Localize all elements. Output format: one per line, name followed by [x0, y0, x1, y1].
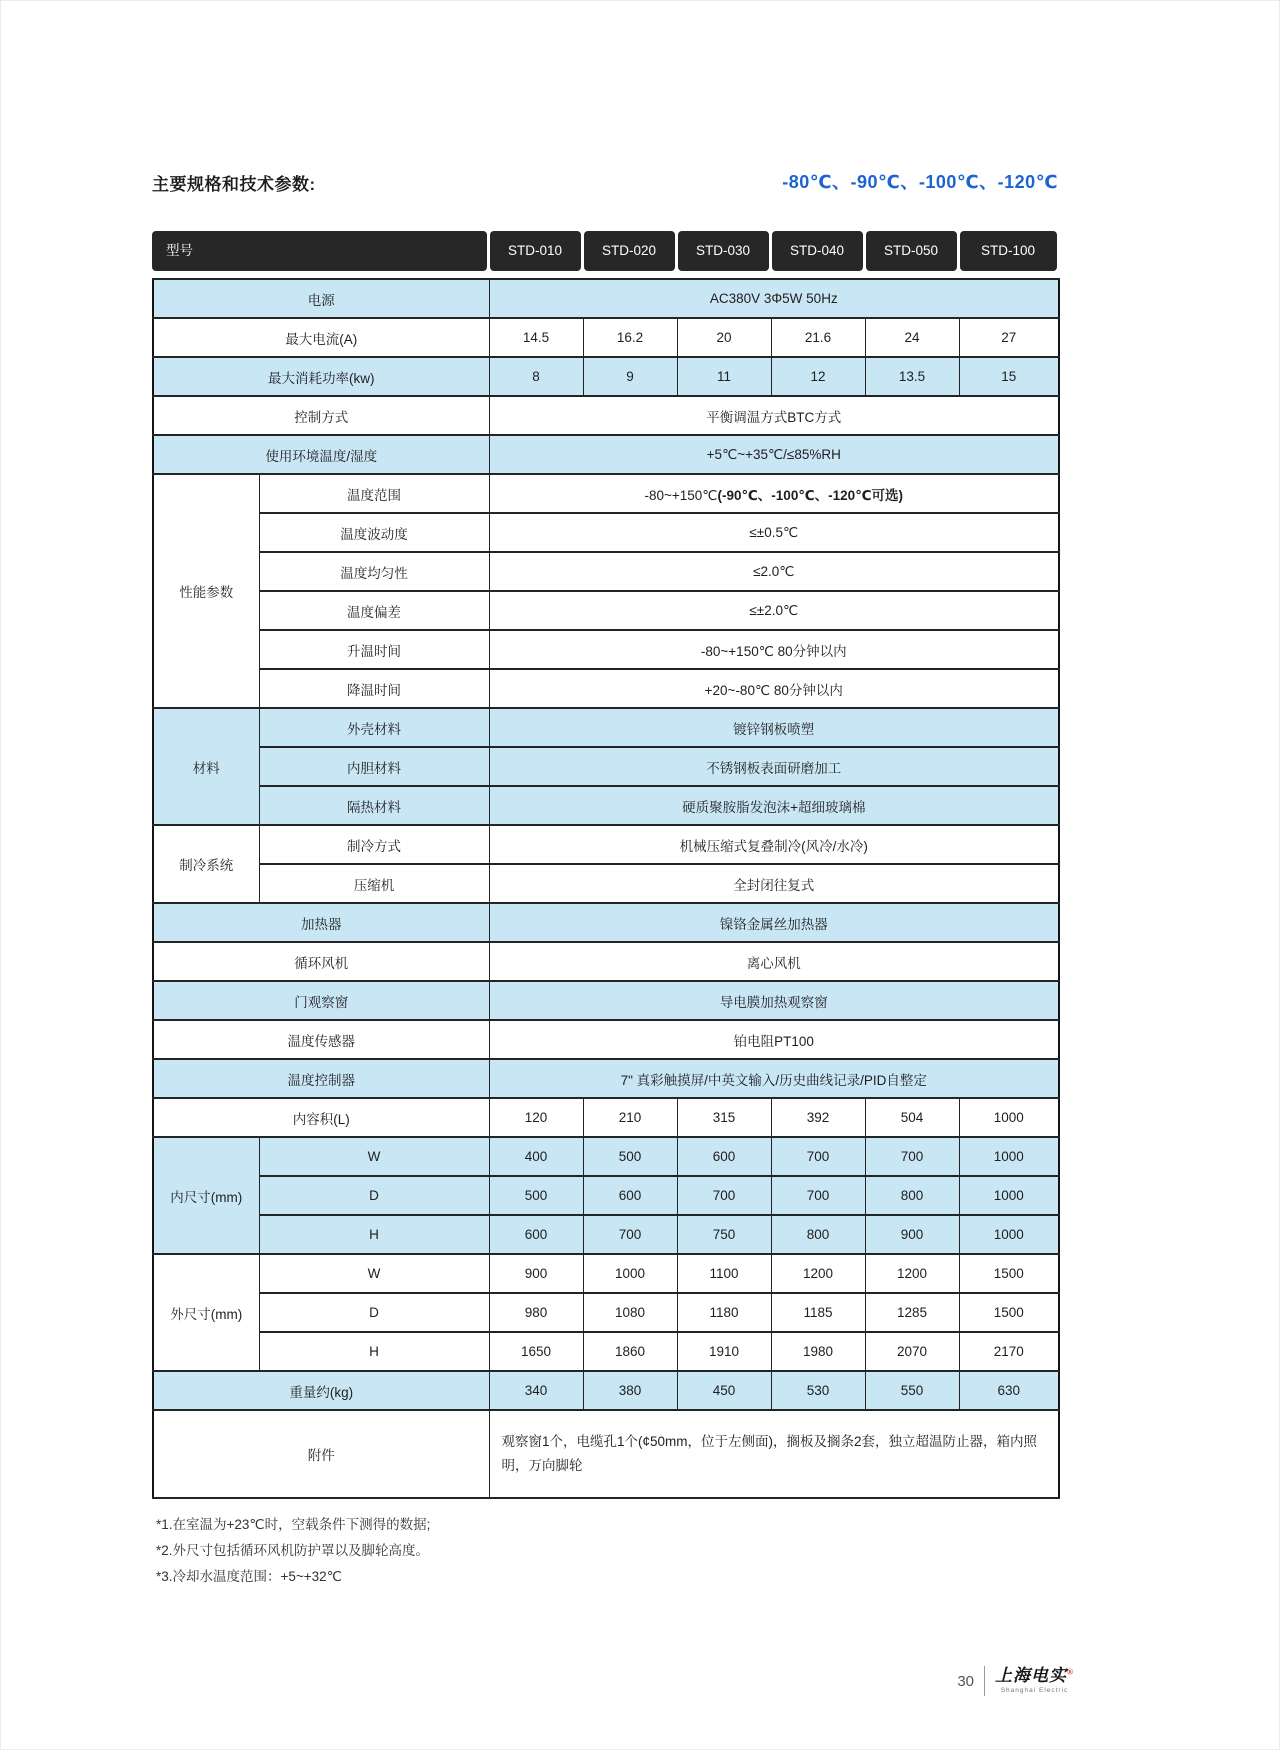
spec-row: [153, 864, 1059, 903]
spec-span-value: 全封闭往复式: [489, 864, 1059, 903]
spec-row: [153, 1332, 1059, 1371]
spec-row-label: 制冷方式: [259, 825, 489, 864]
spec-value-cell: 2170: [959, 1332, 1059, 1371]
spec-value-cell: 900: [865, 1215, 959, 1254]
spec-row: [153, 786, 1059, 825]
spec-value-cell: 24: [865, 318, 959, 357]
spec-row: [153, 1293, 1059, 1332]
spec-group-label: 性能参数: [153, 474, 259, 708]
spec-value-cell: 600: [583, 1176, 677, 1215]
spec-span-value: -80~+150℃(-90℃、-100℃、-120℃可选): [489, 474, 1059, 513]
spec-row: [153, 552, 1059, 591]
spec-value-cell: 700: [771, 1137, 865, 1176]
spec-value-cell: 1000: [959, 1098, 1059, 1137]
spec-value-cell: 800: [771, 1215, 865, 1254]
spec-row: [153, 279, 1059, 318]
page-number: 30: [957, 1672, 975, 1690]
spec-span-value: +20~-80℃ 80分钟以内: [489, 669, 1059, 708]
spec-value-cell: 1000: [959, 1176, 1059, 1215]
model-column-header: STD-020: [584, 231, 675, 271]
spec-span-value: 镀锌钢板喷塑: [489, 708, 1059, 747]
spec-value-cell: 380: [583, 1371, 677, 1410]
spec-value-cell: 392: [771, 1098, 865, 1137]
spec-value-cell: 1500: [959, 1293, 1059, 1332]
spec-span-value: AC380V 3Φ5W 50Hz: [489, 279, 1059, 318]
spec-row-label: 隔热材料: [259, 786, 489, 825]
spec-row: [153, 1098, 1059, 1137]
brand-logo: [995, 1667, 1074, 1695]
spec-value-cell: 12: [771, 357, 865, 396]
spec-value-cell: 700: [583, 1215, 677, 1254]
registered-mark-icon: ®: [1067, 1667, 1074, 1677]
spec-row-label: D: [259, 1293, 489, 1332]
spec-value-cell: 11: [677, 357, 771, 396]
spec-row: [153, 513, 1059, 552]
spec-value-cell: 1185: [771, 1293, 865, 1332]
spec-row: [153, 630, 1059, 669]
spec-row-label: 附件: [153, 1410, 489, 1498]
spec-row-label: 外壳材料: [259, 708, 489, 747]
spec-row-label: 温度偏差: [259, 591, 489, 630]
spec-group-label: 材料: [153, 708, 259, 825]
spec-value-cell: 700: [771, 1176, 865, 1215]
spec-row: [153, 1410, 1059, 1498]
spec-row: [153, 981, 1059, 1020]
spec-value-cell: 600: [677, 1137, 771, 1176]
spec-row-label: 压缩机: [259, 864, 489, 903]
spec-row: [153, 747, 1059, 786]
spec-span-value: 硬质聚胺脂发泡沫+超细玻璃棉: [489, 786, 1059, 825]
spec-row-label: H: [259, 1215, 489, 1254]
spec-row: [153, 669, 1059, 708]
spec-row: [153, 708, 1059, 747]
model-header-row: [152, 224, 1058, 278]
footnote-2: *2.外尺寸包括循环风机防护罩以及脚轮高度。: [156, 1543, 430, 1558]
spec-group-label: 内尺寸(mm): [153, 1137, 259, 1254]
spec-value-cell: 1000: [959, 1215, 1059, 1254]
footnote-1: *1.在室温为+23℃时，空载条件下测得的数据;: [156, 1517, 431, 1532]
spec-row-label: 温度波动度: [259, 513, 489, 552]
spec-value-cell: 504: [865, 1098, 959, 1137]
spec-row-label: 重量约(kg): [153, 1371, 489, 1410]
footnote-3: *3.冷却水温度范围：+5~+32℃: [156, 1569, 342, 1584]
spec-row: [153, 474, 1059, 513]
spec-span-value: -80~+150℃ 80分钟以内: [489, 630, 1059, 669]
spec-row: [153, 903, 1059, 942]
spec-value-cell: 1200: [771, 1254, 865, 1293]
spec-value-cell: 1200: [865, 1254, 959, 1293]
spec-group-label: 外尺寸(mm): [153, 1254, 259, 1371]
spec-table: [152, 224, 1058, 1499]
model-column-header: STD-010: [490, 231, 581, 271]
spec-value-cell: 800: [865, 1176, 959, 1215]
spec-value-cell: 1650: [489, 1332, 583, 1371]
spec-value-cell: 14.5: [489, 318, 583, 357]
spec-value-cell: 1000: [583, 1254, 677, 1293]
spec-value-cell: 550: [865, 1371, 959, 1410]
spec-value-cell: 1285: [865, 1293, 959, 1332]
spec-value-cell: 980: [489, 1293, 583, 1332]
model-column-header: STD-100: [960, 231, 1057, 271]
spec-row-label: 使用环境温度/湿度: [153, 435, 489, 474]
spec-row: [153, 357, 1059, 396]
spec-row-label: 升温时间: [259, 630, 489, 669]
spec-value-cell: 450: [677, 1371, 771, 1410]
spec-value-cell: 700: [677, 1176, 771, 1215]
footer-divider: [984, 1666, 985, 1696]
spec-row: [153, 318, 1059, 357]
spec-value-cell: 20: [677, 318, 771, 357]
spec-span-value: 导电膜加热观察窗: [489, 981, 1059, 1020]
model-column-header: STD-050: [866, 231, 957, 271]
spec-value-cell: 1000: [959, 1137, 1059, 1176]
spec-span-value: 机械压缩式复叠制冷(风冷/水冷): [489, 825, 1059, 864]
spec-span-value: +5℃~+35℃/≤85%RH: [489, 435, 1059, 474]
spec-value-cell: 750: [677, 1215, 771, 1254]
spec-row: [153, 1059, 1059, 1098]
spec-value-cell: 1180: [677, 1293, 771, 1332]
spec-value-cell: 1500: [959, 1254, 1059, 1293]
spec-span-value: 离心风机: [489, 942, 1059, 981]
spec-row: [153, 435, 1059, 474]
spec-span-value: 镍铬金属丝加热器: [489, 903, 1059, 942]
spec-row: [153, 1176, 1059, 1215]
spec-row: [153, 942, 1059, 981]
spec-span-value: 铂电阻PT100: [489, 1020, 1059, 1059]
spec-row-label: 电源: [153, 279, 489, 318]
temperature-options-title: -80℃、-90℃、-100℃、-120℃: [782, 172, 1058, 192]
brand-logo-subtitle: Shanghai Electric: [1000, 1687, 1069, 1695]
spec-value-cell: 8: [489, 357, 583, 396]
spec-value-cell: 13.5: [865, 357, 959, 396]
spec-row-label: 加热器: [153, 903, 489, 942]
spec-span-value: ≤±2.0℃: [489, 591, 1059, 630]
spec-value-cell: 2070: [865, 1332, 959, 1371]
spec-value-cell: 27: [959, 318, 1059, 357]
spec-row-label: 最大消耗功率(kw): [153, 357, 489, 396]
spec-row: [153, 1020, 1059, 1059]
spec-group-label: 制冷系统: [153, 825, 259, 903]
spec-row-label: 温度传感器: [153, 1020, 489, 1059]
spec-value-cell: 530: [771, 1371, 865, 1410]
spec-value-cell: 16.2: [583, 318, 677, 357]
spec-row-label: 温度范围: [259, 474, 489, 513]
spec-row-label: W: [259, 1254, 489, 1293]
spec-value-cell: 700: [865, 1137, 959, 1176]
spec-row-label: 降温时间: [259, 669, 489, 708]
spec-span-value: 7" 真彩触摸屏/中英文输入/历史曲线记录/PID自整定: [489, 1059, 1059, 1098]
spec-value-cell: 1080: [583, 1293, 677, 1332]
spec-value-cell: 500: [489, 1176, 583, 1215]
spec-row-label: 循环风机: [153, 942, 489, 981]
spec-span-value: ≤2.0℃: [489, 552, 1059, 591]
spec-span-value: ≤±0.5℃: [489, 513, 1059, 552]
spec-row-label: 内容积(L): [153, 1098, 489, 1137]
spec-value-cell: 1910: [677, 1332, 771, 1371]
spec-row-label: 温度控制器: [153, 1059, 489, 1098]
spec-value-cell: 1980: [771, 1332, 865, 1371]
spec-row: [153, 1137, 1059, 1176]
spec-row: [153, 396, 1059, 435]
page-title: 主要规格和技术参数:: [152, 175, 316, 194]
spec-row-label: W: [259, 1137, 489, 1176]
spec-row: [153, 825, 1059, 864]
spec-value-cell: 315: [677, 1098, 771, 1137]
model-column-header: STD-030: [678, 231, 769, 271]
spec-row-label: D: [259, 1176, 489, 1215]
spec-row-label: 门观察窗: [153, 981, 489, 1020]
spec-value-cell: 600: [489, 1215, 583, 1254]
spec-value-cell: 340: [489, 1371, 583, 1410]
spec-value-cell: 900: [489, 1254, 583, 1293]
footnotes: [156, 1516, 430, 1594]
spec-span-value: 不锈钢板表面研磨加工: [489, 747, 1059, 786]
brand-logo-text: 上海电实®: [995, 1666, 1074, 1686]
spec-value-cell: 15: [959, 357, 1059, 396]
spec-value-cell: 1860: [583, 1332, 677, 1371]
spec-row-label: 控制方式: [153, 396, 489, 435]
page-footer: [957, 1666, 1074, 1696]
spec-row: [153, 591, 1059, 630]
spec-table-body: [152, 278, 1060, 1499]
spec-value-cell: 210: [583, 1098, 677, 1137]
spec-span-value: 平衡调温方式BTC方式: [489, 396, 1059, 435]
spec-value-cell: 400: [489, 1137, 583, 1176]
spec-value-cell: 1100: [677, 1254, 771, 1293]
spec-value-cell: 500: [583, 1137, 677, 1176]
model-row-label: 型号: [152, 231, 487, 271]
model-column-header: STD-040: [772, 231, 863, 271]
spec-row-label: H: [259, 1332, 489, 1371]
spec-row-label: 温度均匀性: [259, 552, 489, 591]
spec-value-cell: 21.6: [771, 318, 865, 357]
spec-value-cell: 120: [489, 1098, 583, 1137]
spec-value-cell: 9: [583, 357, 677, 396]
spec-row-label: 内胆材料: [259, 747, 489, 786]
spec-row: [153, 1371, 1059, 1410]
spec-value-cell: 630: [959, 1371, 1059, 1410]
spec-span-value: 观察窗1个，电缆孔1个(¢50mm，位于左侧面)，搁板及搁条2套，独立超温防止器，箱内照明，万向脚轮: [489, 1410, 1059, 1498]
spec-row: [153, 1215, 1059, 1254]
spec-row: [153, 1254, 1059, 1293]
spec-row-label: 最大电流(A): [153, 318, 489, 357]
